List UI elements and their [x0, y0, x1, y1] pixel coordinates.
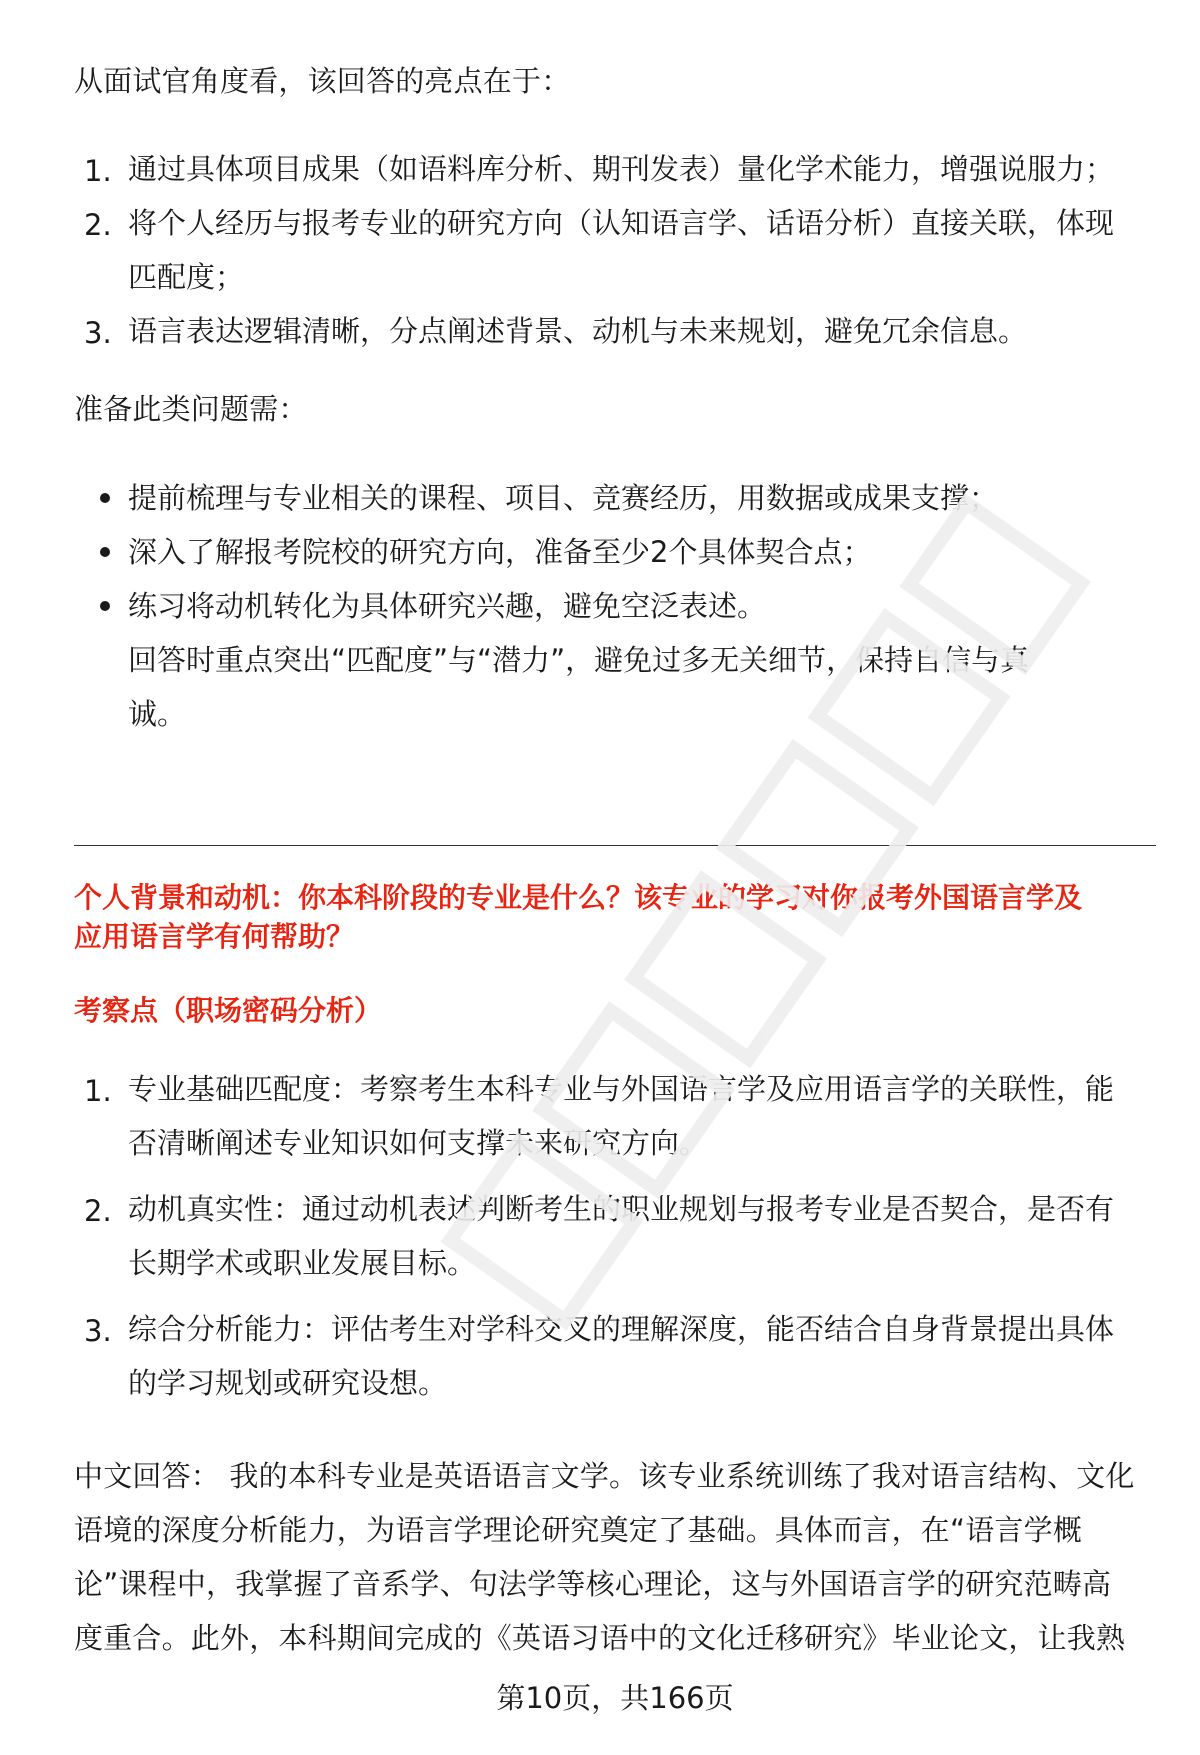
prep-note-text: 回答时重点突出“匹配度”与“潜力”，避免过多无关细节，保持自信与真: [128, 643, 1030, 677]
bullet-icon: [100, 601, 110, 611]
list-item-text: 匹配度；: [128, 260, 245, 294]
answer-line: 论”课程中，我掌握了音系学、句法学等核心理论，这与外国语言学的研究范畴高: [74, 1567, 1112, 1601]
list-item-text: 将个人经历与报考专业的研究方向（认知语言学、话语分析）直接关联，体现: [128, 206, 1115, 240]
list-number: 2.: [84, 1194, 112, 1228]
list-item-text: 否清晰阐述专业知识如何支撑未来研究方向。: [128, 1126, 709, 1160]
prep-note-text: 诚。: [128, 697, 187, 731]
list-item-text: 长期学术或职业发展目标。: [128, 1246, 477, 1280]
answer-line: 度重合。此外，本科期间完成的《英语习语中的文化迁移研究》毕业论文，让我熟: [74, 1621, 1126, 1655]
list-item-text: 动机真实性：通过动机表述判断考生的职业规划与报考专业是否契合，是否有: [128, 1192, 1115, 1226]
list-number: 2.: [84, 208, 112, 242]
kaocha-title: 考察点（职场密码分析）: [74, 994, 383, 1027]
list-number: 1.: [84, 1074, 112, 1108]
page-footer: 第10页，共166页: [496, 1681, 734, 1715]
list-item-text: 综合分析能力：评估考生对学科交叉的理解深度，能否结合自身背景提出具体: [128, 1312, 1115, 1346]
question-heading-line: 个人背景和动机：你本科阶段的专业是什么？该专业的学习对你报考外国语言学及: [74, 881, 1083, 914]
list-item-text: 提前梳理与专业相关的课程、项目、竞赛经历，用数据或成果支撑；: [128, 481, 999, 515]
document-page: [74, 0, 1156, 1755]
list-number: 3.: [84, 1314, 112, 1348]
list-item-text: 通过具体项目成果（如语料库分析、期刊发表）量化学术能力，增强说服力；: [128, 152, 1115, 186]
question-heading-line: 应用语言学有何帮助？: [74, 920, 355, 953]
intro-text: 从面试官角度看，该回答的亮点在于：: [74, 64, 571, 98]
list-item-text: 语言表达逻辑清晰，分点阐述背景、动机与未来规划，避免冗余信息。: [128, 314, 1028, 348]
list-item-text: 深入了解报考院校的研究方向，准备至少2个具体契合点；: [128, 535, 872, 569]
answer-line: 中文回答： 我的本科专业是英语语言文学。该专业系统训练了我对语言结构、文化: [74, 1459, 1135, 1493]
list-item-text: 专业基础匹配度：考察考生本科专业与外国语言学及应用语言学的关联性，能: [128, 1072, 1115, 1106]
list-number: 3.: [84, 316, 112, 350]
prep-title: 准备此类问题需：: [74, 392, 308, 426]
list-number: 1.: [84, 154, 112, 188]
bullet-icon: [100, 547, 110, 557]
section-divider: [74, 845, 1156, 846]
list-item-text: 的学习规划或研究设想。: [128, 1366, 448, 1400]
list-item-text: 练习将动机转化为具体研究兴趣，避免空泛表述。: [128, 589, 767, 623]
bullet-icon: [100, 493, 110, 503]
answer-line: 语境的深度分析能力，为语言学理论研究奠定了基础。具体而言，在“语言学概: [74, 1513, 1083, 1547]
